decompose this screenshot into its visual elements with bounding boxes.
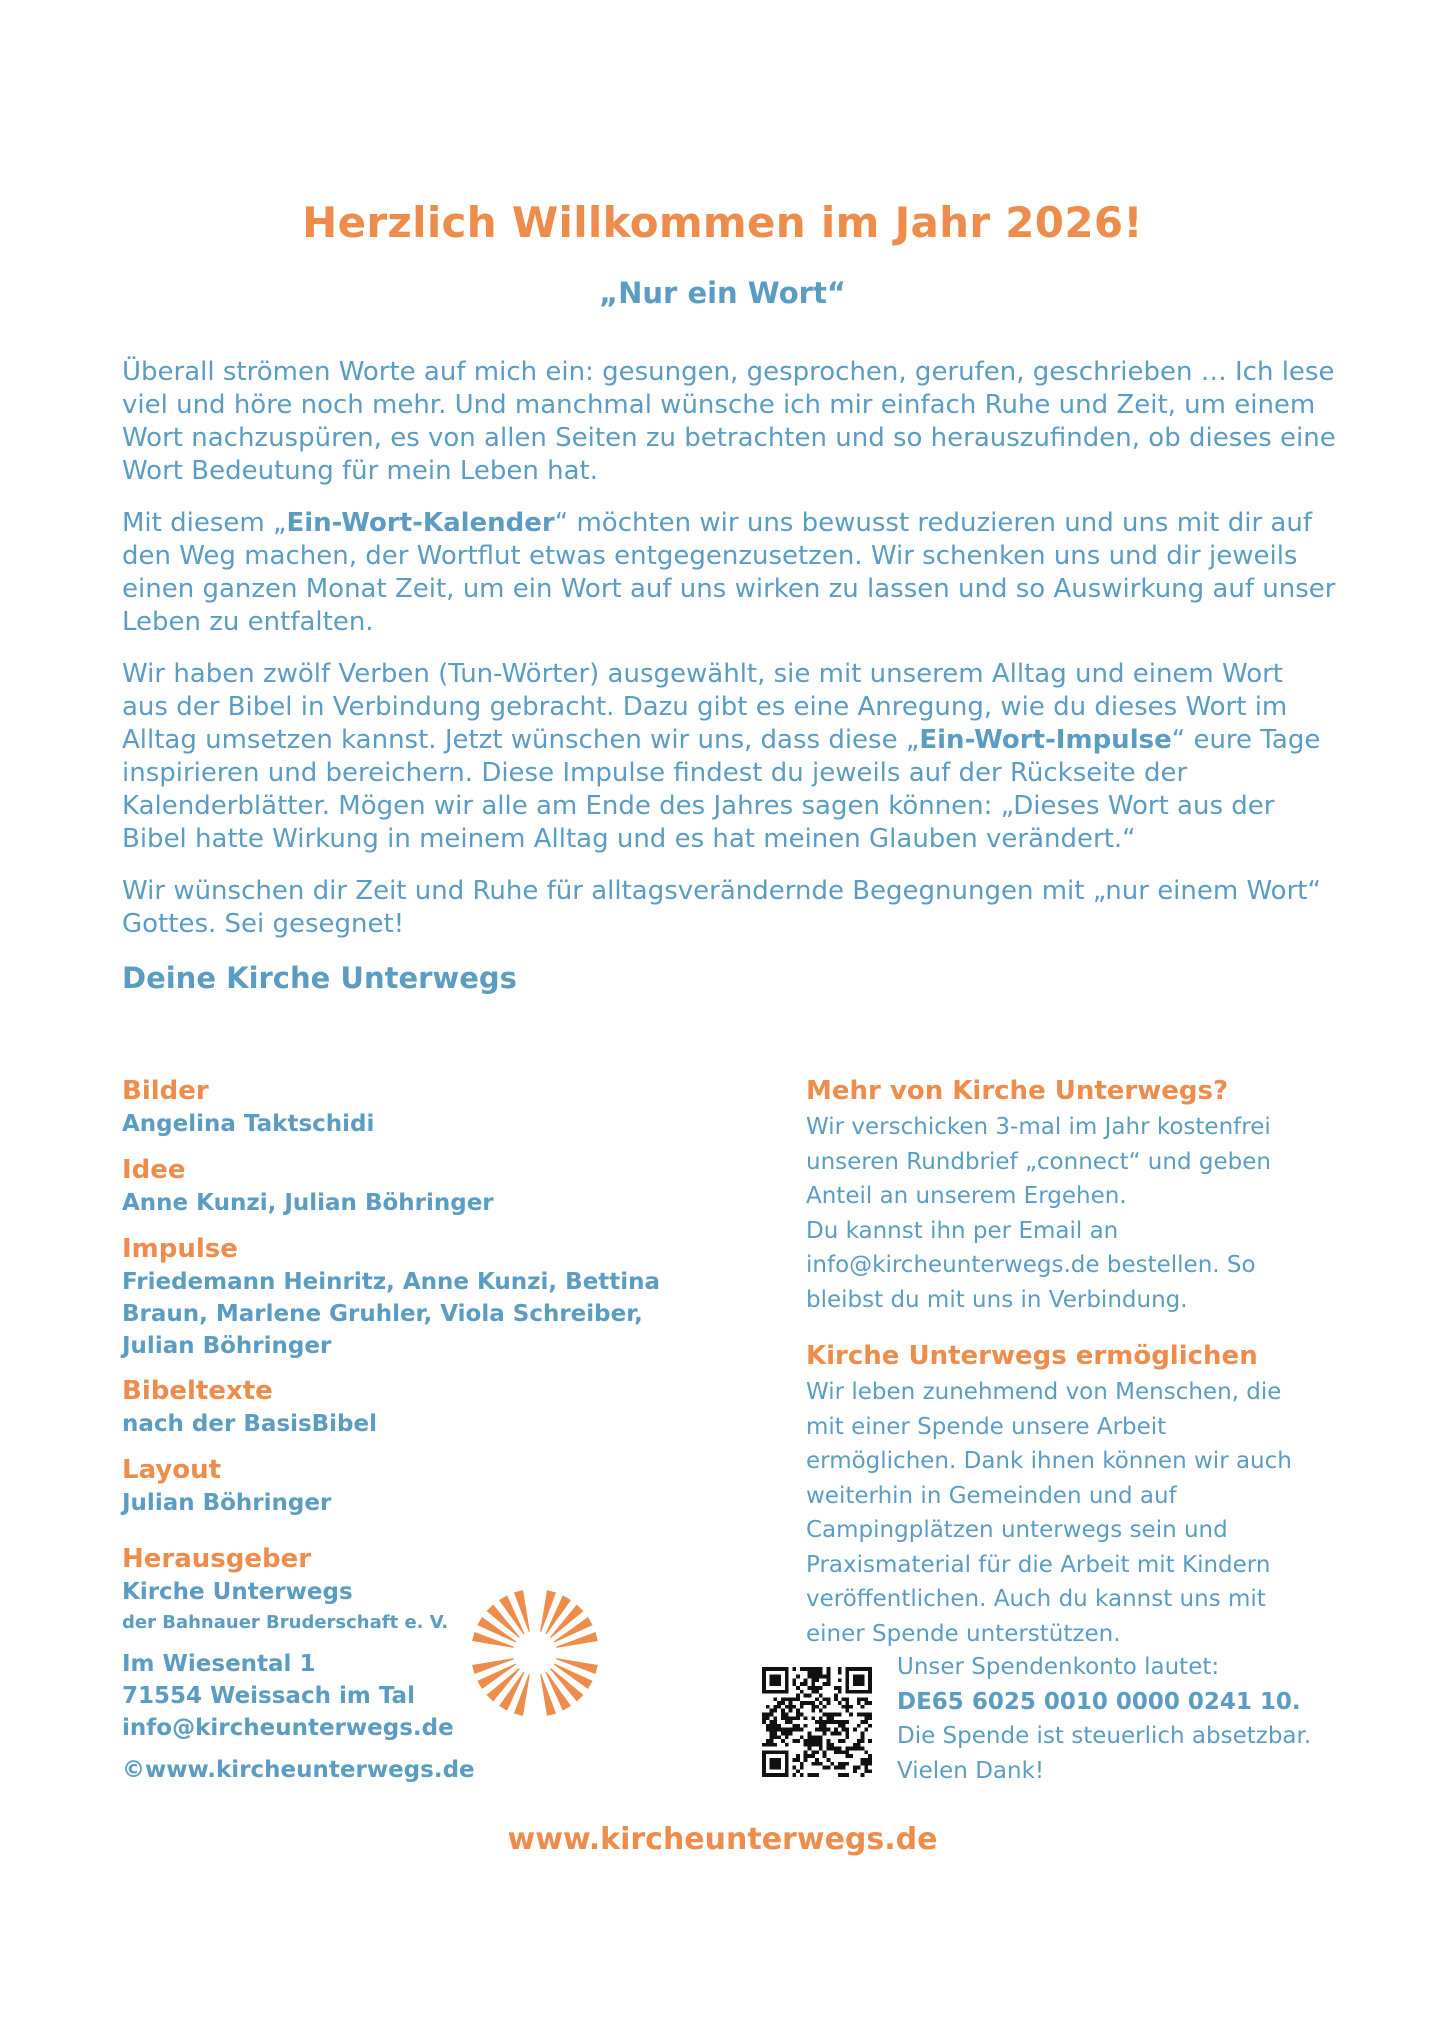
intro-paragraph-3 <box>122 658 1337 856</box>
donate-line: Campingplätzen unterwegs sein und <box>806 1517 1228 1543</box>
address-email[interactable]: info@kircheunterwegs.de <box>122 1715 454 1741</box>
donate-text <box>806 1375 1292 1651</box>
intro-p2-post: “ möchten wir uns bewusst reduzieren und uns mit dir auf den Weg machen, der Wortflut etwas entgegenzusetzen. Wir schenken uns und dir jeweils einen ganzen Monat Zeit, um ein Wort auf uns wirken zu lassen und so Auswirkung auf unser Leben zu entfalten. <box>122 508 1336 637</box>
intro-paragraph-1: Überall strömen Worte auf mich ein: gesungen, gesprochen, gerufen, geschrieben … Ich lese viel und höre noch mehr. Und manchmal wünsche ich mir einfach Ruhe und Zeit, um einem Wort nachzuspüren, es von allen Seiten zu betrachten und so herauszufinden, ob dieses eine Wort Bedeutung für mein Leben hat. <box>122 357 1336 486</box>
page-subtitle: „Nur ein Wort“ <box>599 276 846 310</box>
donate-line: veröffentlichen. Auch du kannst uns mit <box>806 1586 1266 1612</box>
credit-label-herausgeber: Herausgeber <box>122 1544 312 1574</box>
logo-ray <box>556 1658 598 1674</box>
donate-line: mit einer Spende unsere Arbeit <box>806 1413 1167 1440</box>
logo-ray <box>514 1590 530 1632</box>
credit-value-idee: Anne Kunzi, Julian Böhringer <box>122 1190 494 1216</box>
logo-ray <box>472 1632 514 1648</box>
logo-ray <box>540 1590 556 1632</box>
copyright-url[interactable]: ©www.kircheunterwegs.de <box>122 1757 475 1783</box>
more-info-title: Mehr von Kirche Unterwegs? <box>806 1076 1229 1106</box>
logo-ray <box>514 1674 530 1716</box>
publisher-name: Kirche Unterwegs <box>122 1579 353 1605</box>
sun-rays-cross-logo <box>470 1588 600 1718</box>
logo-ray <box>540 1674 556 1716</box>
bank-iban: DE65 6025 0010 0000 0241 10. <box>897 1688 1301 1715</box>
credit-value-bibeltexte: nach der BasisBibel <box>122 1411 377 1437</box>
credit-value-bilder: Angelina Taktschidi <box>122 1111 375 1137</box>
page-title: Herzlich Willkommen im Jahr 2026! <box>302 198 1143 247</box>
more-info-line: Wir verschicken 3-mal im Jahr kostenfrei <box>806 1114 1271 1140</box>
more-info-line: unseren Rundbrief „connect“ und geben <box>806 1148 1271 1175</box>
intro-p2-bold: Ein-Wort-Kalender <box>286 508 555 538</box>
intro-p2-pre: Mit diesem „ <box>122 508 287 538</box>
credit-value-impulse-1: Friedemann Heinritz, Anne Kunzi, Bettina <box>122 1269 661 1295</box>
more-info-line: Du kannst ihn per Email an <box>806 1217 1119 1244</box>
publisher-subtitle: der Bahnauer Bruderschaft e. V. <box>122 1612 449 1633</box>
donate-line: ermöglichen. Dank ihnen können wir auch <box>806 1448 1292 1474</box>
footer-website-link[interactable]: www.kircheunterwegs.de <box>507 1822 938 1857</box>
thanks-note: Vielen Dank! <box>897 1757 1045 1784</box>
intro-p3-post: “ eure Tage inspirieren und bereichern. Diese Impulse findest du jeweils auf der Rückseite der Kalenderblätter. Mögen wir alle am Ende des Jahres sagen können: „Dieses Wort aus der Bibel hatte Wirkung in meinem Alltag und es hat meinen Glauben verändert.“ <box>122 725 1321 854</box>
credit-label-idee: Idee <box>122 1155 186 1185</box>
intro-paragraph-4: Wir wünschen dir Zeit und Ruhe für alltagsverändernde Begegnungen mit „nur einem Wort“ Gottes. Sei gesegnet! <box>122 876 1321 939</box>
address-street: Im Wiesental 1 <box>122 1651 316 1677</box>
donate-line: Praxismaterial für die Arbeit mit Kindern <box>806 1551 1271 1578</box>
tax-note: Die Spende ist steuerlich absetzbar. <box>897 1723 1312 1749</box>
signature: Deine Kirche Unterwegs <box>122 961 517 995</box>
more-info-text <box>806 1110 1271 1317</box>
bank-info <box>897 1650 1311 1788</box>
donate-line: einer Spende unterstützen. <box>806 1620 1121 1647</box>
credit-label-bilder: Bilder <box>122 1076 209 1106</box>
bank-account-label: Unser Spendenkonto lautet: <box>897 1654 1220 1680</box>
credit-value-impulse-2: Braun, Marlene Gruhler, Viola Schreiber, <box>122 1301 643 1327</box>
address-city: 71554 Weissach im Tal <box>122 1683 415 1709</box>
more-info-line: bleibst du mit uns in Verbindung. <box>806 1286 1188 1313</box>
intro-p3-bold: Ein-Wort-Impulse <box>919 725 1172 755</box>
donate-title: Kirche Unterwegs ermöglichen <box>806 1341 1258 1371</box>
intro-p3-pre: Wir haben zwölf Verben (Tun-Wörter) ausgewählt, sie mit unserem Alltag und einem Wort aus der Bibel in Verbindung gebracht. Dazu gibt es eine Anregung, wie du dieses Wort im Alltag umsetzen kannst. Jetzt wünschen wir uns, dass diese „ <box>122 659 1288 755</box>
qr-code-icon[interactable] <box>762 1667 872 1777</box>
credit-value-impulse-3: Julian Böhringer <box>122 1333 332 1359</box>
logo-ray <box>556 1632 598 1648</box>
intro-text <box>122 356 1337 960</box>
credit-value-layout: Julian Böhringer <box>122 1490 332 1516</box>
donate-line: weiterhin in Gemeinden und auf <box>806 1482 1177 1509</box>
more-info-line: info@kircheunterwegs.de bestellen. So <box>806 1252 1256 1278</box>
credit-label-bibeltexte: Bibeltexte <box>122 1376 273 1406</box>
credit-label-layout: Layout <box>122 1455 222 1485</box>
intro-paragraph-2 <box>122 507 1337 639</box>
more-info-line: Anteil an unserem Ergehen. <box>806 1183 1127 1209</box>
logo-ray <box>472 1658 514 1674</box>
donate-line: Wir leben zunehmend von Menschen, die <box>806 1379 1282 1405</box>
credit-label-impulse: Impulse <box>122 1234 238 1264</box>
